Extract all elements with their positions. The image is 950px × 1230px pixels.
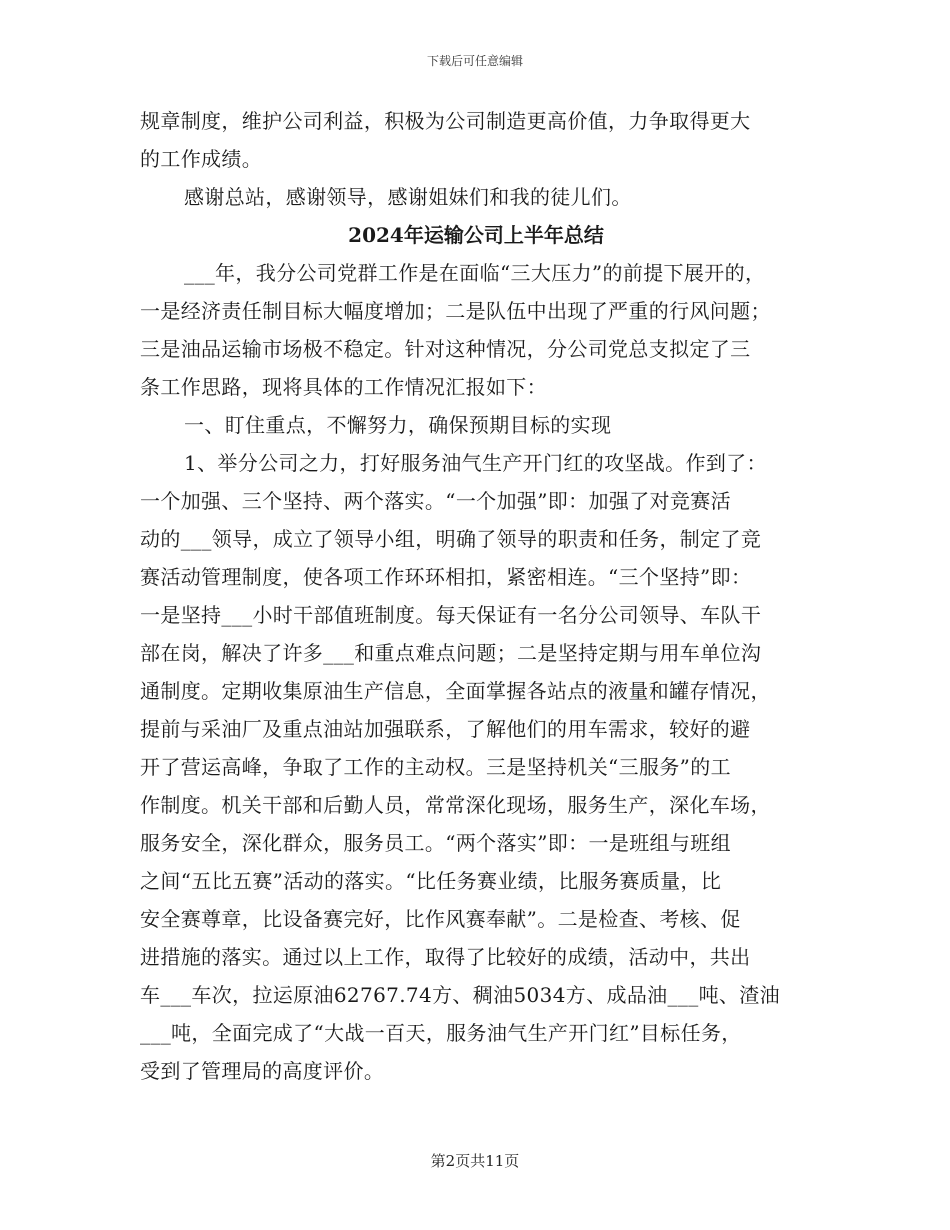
text-line: 通制度。定期收集原油生产信息，全面掌握各站点的液量和罐存情况，	[140, 679, 771, 703]
text-line: 提前与采油厂及重点油站加强联系，了解他们的用车需求，较好的避	[140, 717, 751, 741]
text-line: 条工作思路，现将具体的工作情况汇报如下：	[140, 375, 547, 399]
text-line: 一是经济责任制目标大幅度增加；二是队伍中出现了严重的行风问题；	[140, 299, 771, 323]
text-line: 受到了管理局的高度评价。	[140, 1059, 385, 1083]
text-line: ___年，我分公司党群工作是在面临“三大压力”的前提下展开的，	[184, 261, 766, 285]
text-line: 作制度。机关干部和后勤人员，常常深化现场，服务生产，深化车场，	[140, 793, 771, 817]
page-header: 下载后可任意编辑	[426, 54, 523, 68]
text-line: 赛活动管理制度，使各项工作环环相扣，紧密相连。“三个坚持”即：	[140, 565, 752, 589]
text-line: 一个加强、三个坚持、两个落实。“一个加强”即：加强了对竞赛活	[140, 489, 731, 513]
text-line: ___吨，全面完成了“大战一百天，服务油气生产开门红”目标任务，	[140, 1021, 742, 1045]
text-line: 感谢总站，感谢领导，感谢姐妹们和我的徒儿们。	[184, 185, 632, 209]
text-line: 三是油品运输市场极不稳定。针对这种情况，分公司党总支拟定了三	[140, 337, 751, 361]
text-line: 规章制度，维护公司利益，积极为公司制造更高价值，力争取得更大	[140, 109, 751, 133]
text-line: 动的___领导，成立了领导小组，明确了领导的职责和任务，制定了竞	[140, 527, 762, 551]
text-line: 一是坚持___小时干部值班制度。每天保证有一名分公司领导、车队干	[140, 603, 762, 627]
document-title: 2024年运输公司上半年总结	[348, 223, 604, 247]
section-heading: 一、盯住重点，不懈努力，确保预期目标的实现	[184, 413, 612, 437]
text-line: 安全赛尊章，比设备赛完好，比作风赛奉献”。二是检查、考核、促	[140, 907, 741, 931]
text-line: 的工作成绩。	[140, 147, 263, 171]
text-line: 1、举分公司之力，打好服务油气生产开门红的攻坚战。作到了：	[184, 451, 767, 475]
text-line: 部在岗，解决了许多___和重点难点问题；二是坚持定期与用车单位沟	[140, 641, 762, 665]
text-line: 开了营运高峰，争取了工作的主动权。三是坚持机关“三服务”的工	[140, 755, 731, 779]
document-body	[140, 102, 812, 1090]
text-line: 车___车次，拉运原油62767.74方、稠油5034方、成品油___吨、渣油	[140, 983, 780, 1007]
text-line: 服务安全，深化群众，服务员工。“两个落实”即：一是班组与班组	[140, 831, 731, 855]
text-line: 进措施的落实。通过以上工作，取得了比较好的成绩，活动中，共出	[140, 945, 751, 969]
text-line: 之间“五比五赛”活动的落实。“比任务赛业绩，比服务赛质量，比	[140, 869, 722, 893]
page-number: 第2页共11页	[430, 1152, 520, 1170]
